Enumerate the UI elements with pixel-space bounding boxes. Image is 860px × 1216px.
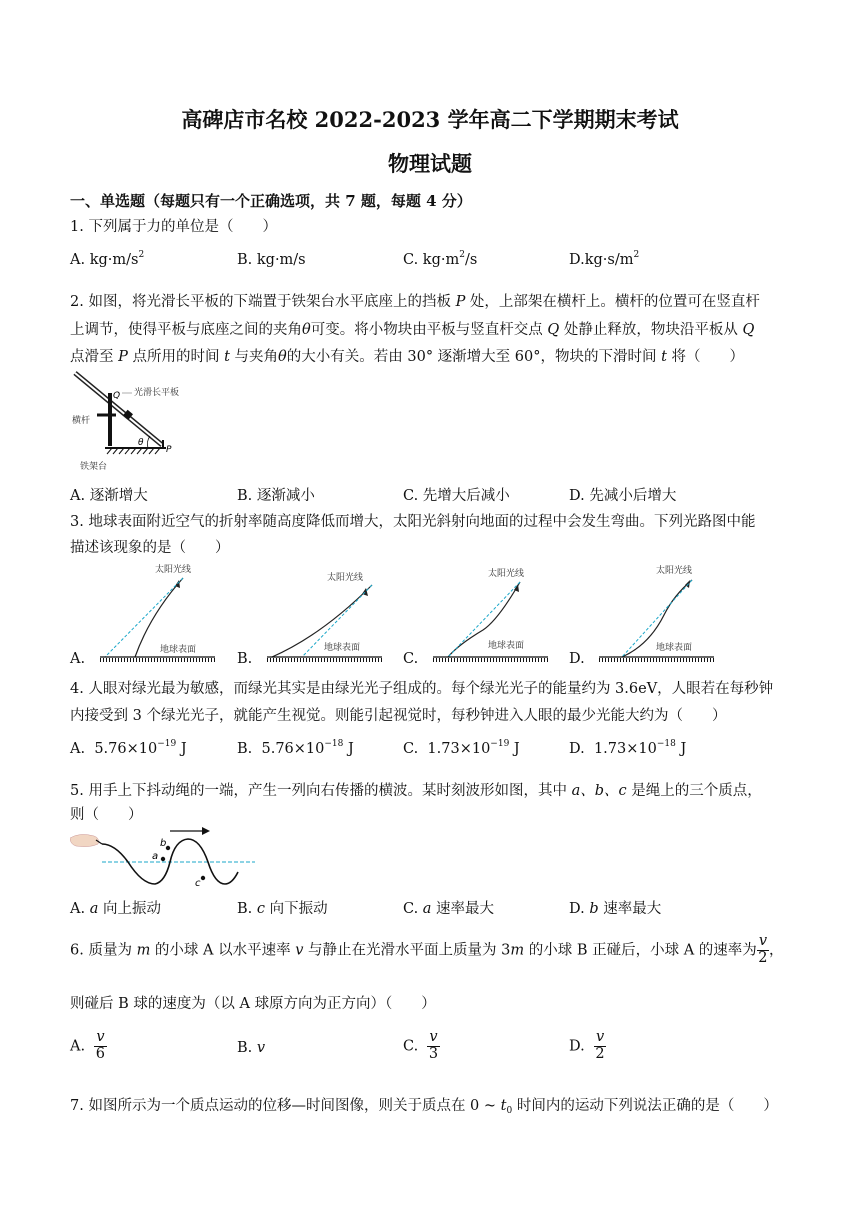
smooth-board-highlight xyxy=(75,373,162,445)
fraction-v-over-2: $\frac{v}{2}$ xyxy=(758,933,768,966)
ground-label: 地球表面 xyxy=(324,643,361,653)
arrow-head xyxy=(685,580,690,588)
point-b xyxy=(166,846,170,850)
exam-subtitle: 物理试题 xyxy=(388,151,472,176)
q2-option-b: B. 逐渐减小 xyxy=(237,488,315,504)
q3-option-d: D. xyxy=(569,651,585,667)
q2-incline-figure xyxy=(70,368,270,473)
q4-line-1: 4. 人眼对绿光最为敏感，而绿光其实是由绿光光子组成的。每个绿光光子的能量约为 3.6eV，人眼若在每秒钟 xyxy=(70,681,774,697)
q4-option-c: C. $1.73\times 10^{-19}$ J xyxy=(403,739,520,757)
stand-label: 铁架台 xyxy=(80,462,108,472)
sun-label: 太阳光线 xyxy=(155,565,192,575)
sun-label: 太阳光线 xyxy=(327,573,364,583)
q2-option-a: A. 逐渐增大 xyxy=(70,488,148,504)
p-label: P xyxy=(166,445,172,455)
q4-option-a: A. $5.76\times 10^{-19}$ J xyxy=(70,739,187,757)
q5-line-2: 则（ ） xyxy=(70,807,143,823)
q3-line-1: 3. 地球表面附近空气的折射率随高度降低而增大，太阳光斜射向地面的过程中会发生弯曲。下列光路图中能 xyxy=(70,514,756,530)
q6-option-b: B. v xyxy=(237,1040,266,1056)
ground-label: 地球表面 xyxy=(160,645,197,655)
ground-label: 地球表面 xyxy=(488,641,525,651)
q5-option-b: B. c 向下振动 xyxy=(237,901,328,917)
q5-option-c: C. a 速率最大 xyxy=(403,901,495,917)
q3-line-2: 描述该现象的是（ ） xyxy=(70,540,230,556)
q3-option-a: A. xyxy=(70,651,86,667)
q7-line-1: 7. 如图所示为一个质点运动的位移—时间图像，则关于质点在 0 ~ $t_0$ 时间内的运动下列说法正确的是（ ） xyxy=(70,1098,778,1116)
q5-option-a: A. a 向上振动 xyxy=(70,901,161,917)
q6-option-c: C. $\frac{v}{3}$ xyxy=(403,1029,439,1062)
q2-line-3: 点滑至 P 点所用的时间 t 与夹角θ的大小有关。若由 30° 逐渐增大至 60°，物块的下滑时间 t 将（ ） xyxy=(70,349,745,365)
bar-label: 横杆 xyxy=(72,416,91,426)
point-a xyxy=(161,857,165,861)
theta-label: θ xyxy=(138,438,144,448)
q6-line-1: 6. 质量为 m 的小球 A 以水平速率 v 与静止在光滑水平面上质量为 3m 的小球 B 正碰后，小球 A 的速率为 $\frac{v}{2}$ ， xyxy=(70,933,784,966)
q3-option-c: C. xyxy=(403,651,419,667)
q-label: Q xyxy=(113,391,121,401)
propagation-arrow-head xyxy=(202,827,210,835)
q5-wave-figure xyxy=(70,822,270,892)
q5-line-1: 5. 用手上下抖动绳的一端，产生一列向右传播的横波。某时刻波形如图，其中 a、b、c 是绳上的三个质点， xyxy=(70,783,762,799)
ground-label: 地球表面 xyxy=(656,643,693,653)
sun-label: 太阳光线 xyxy=(488,569,525,579)
label-b: b xyxy=(160,838,167,849)
section-heading: 一、单选题（每题只有一个正确选项，共 7 题，每题 4 分） xyxy=(70,192,472,210)
q4-option-d: D. $1.73\times 10^{-18}$ J xyxy=(569,739,687,757)
sun-label: 太阳光线 xyxy=(656,566,693,576)
q3-figure-a xyxy=(95,560,225,665)
q2-option-d: D. 先减小后增大 xyxy=(569,488,677,504)
q3-figure-b xyxy=(262,560,392,665)
label-a: a xyxy=(152,851,159,862)
q6-option-a: A. $\frac{v}{6}$ xyxy=(70,1029,106,1062)
board-label: 光滑长平板 xyxy=(134,388,180,398)
q2-option-c: C. 先增大后减小 xyxy=(403,488,510,504)
q6-line-2: 则碰后 B 球的速度为（以 A 球原方向为正方向）（ ） xyxy=(70,996,436,1012)
hand-icon xyxy=(70,834,99,846)
q3-option-b: B. xyxy=(237,651,253,667)
q1-option-d: $D.kg\cdot s/m^2$ xyxy=(569,250,640,268)
q5-option-d: D. b 速率最大 xyxy=(569,901,662,917)
q6-option-d: D. $\frac{v}{2}$ xyxy=(569,1029,605,1062)
exam-title: 高碑店市名校 2022-2023 学年高二下学期期末考试 xyxy=(181,107,679,132)
q1-option-a: A. $kg\cdot m/s^2$ xyxy=(70,250,145,268)
q2-line-2: 上调节，使得平板与底座之间的夹角θ可变。将小物块由平板与竖直杆交点 Q 处静止释放，物块沿平板从 Q xyxy=(70,322,755,338)
q4-option-b: B. $5.76\times 10^{-18}$ J xyxy=(237,739,354,757)
q3-figure-d xyxy=(594,560,724,665)
point-c xyxy=(201,876,205,880)
q4-line-2: 内接受到 3 个绿光光子，就能产生视觉。则能引起视觉时，每秒钟进入人眼的最少光能大约为（ ） xyxy=(70,708,727,724)
label-c: c xyxy=(195,878,201,889)
q1-option-b: B. kg·m/s xyxy=(237,252,306,268)
q2-line-1: 2. 如图，将光滑长平板的下端置于铁架台水平底座上的挡板 P 处，上部架在横杆上。横杆的位置可在竖直杆 xyxy=(70,294,760,310)
q1-option-c: C. $kg\cdot m^2/s$ xyxy=(403,250,478,268)
q1-stem: 1. 下列属于力的单位是（ ） xyxy=(70,219,277,235)
q3-figure-c xyxy=(428,560,558,665)
